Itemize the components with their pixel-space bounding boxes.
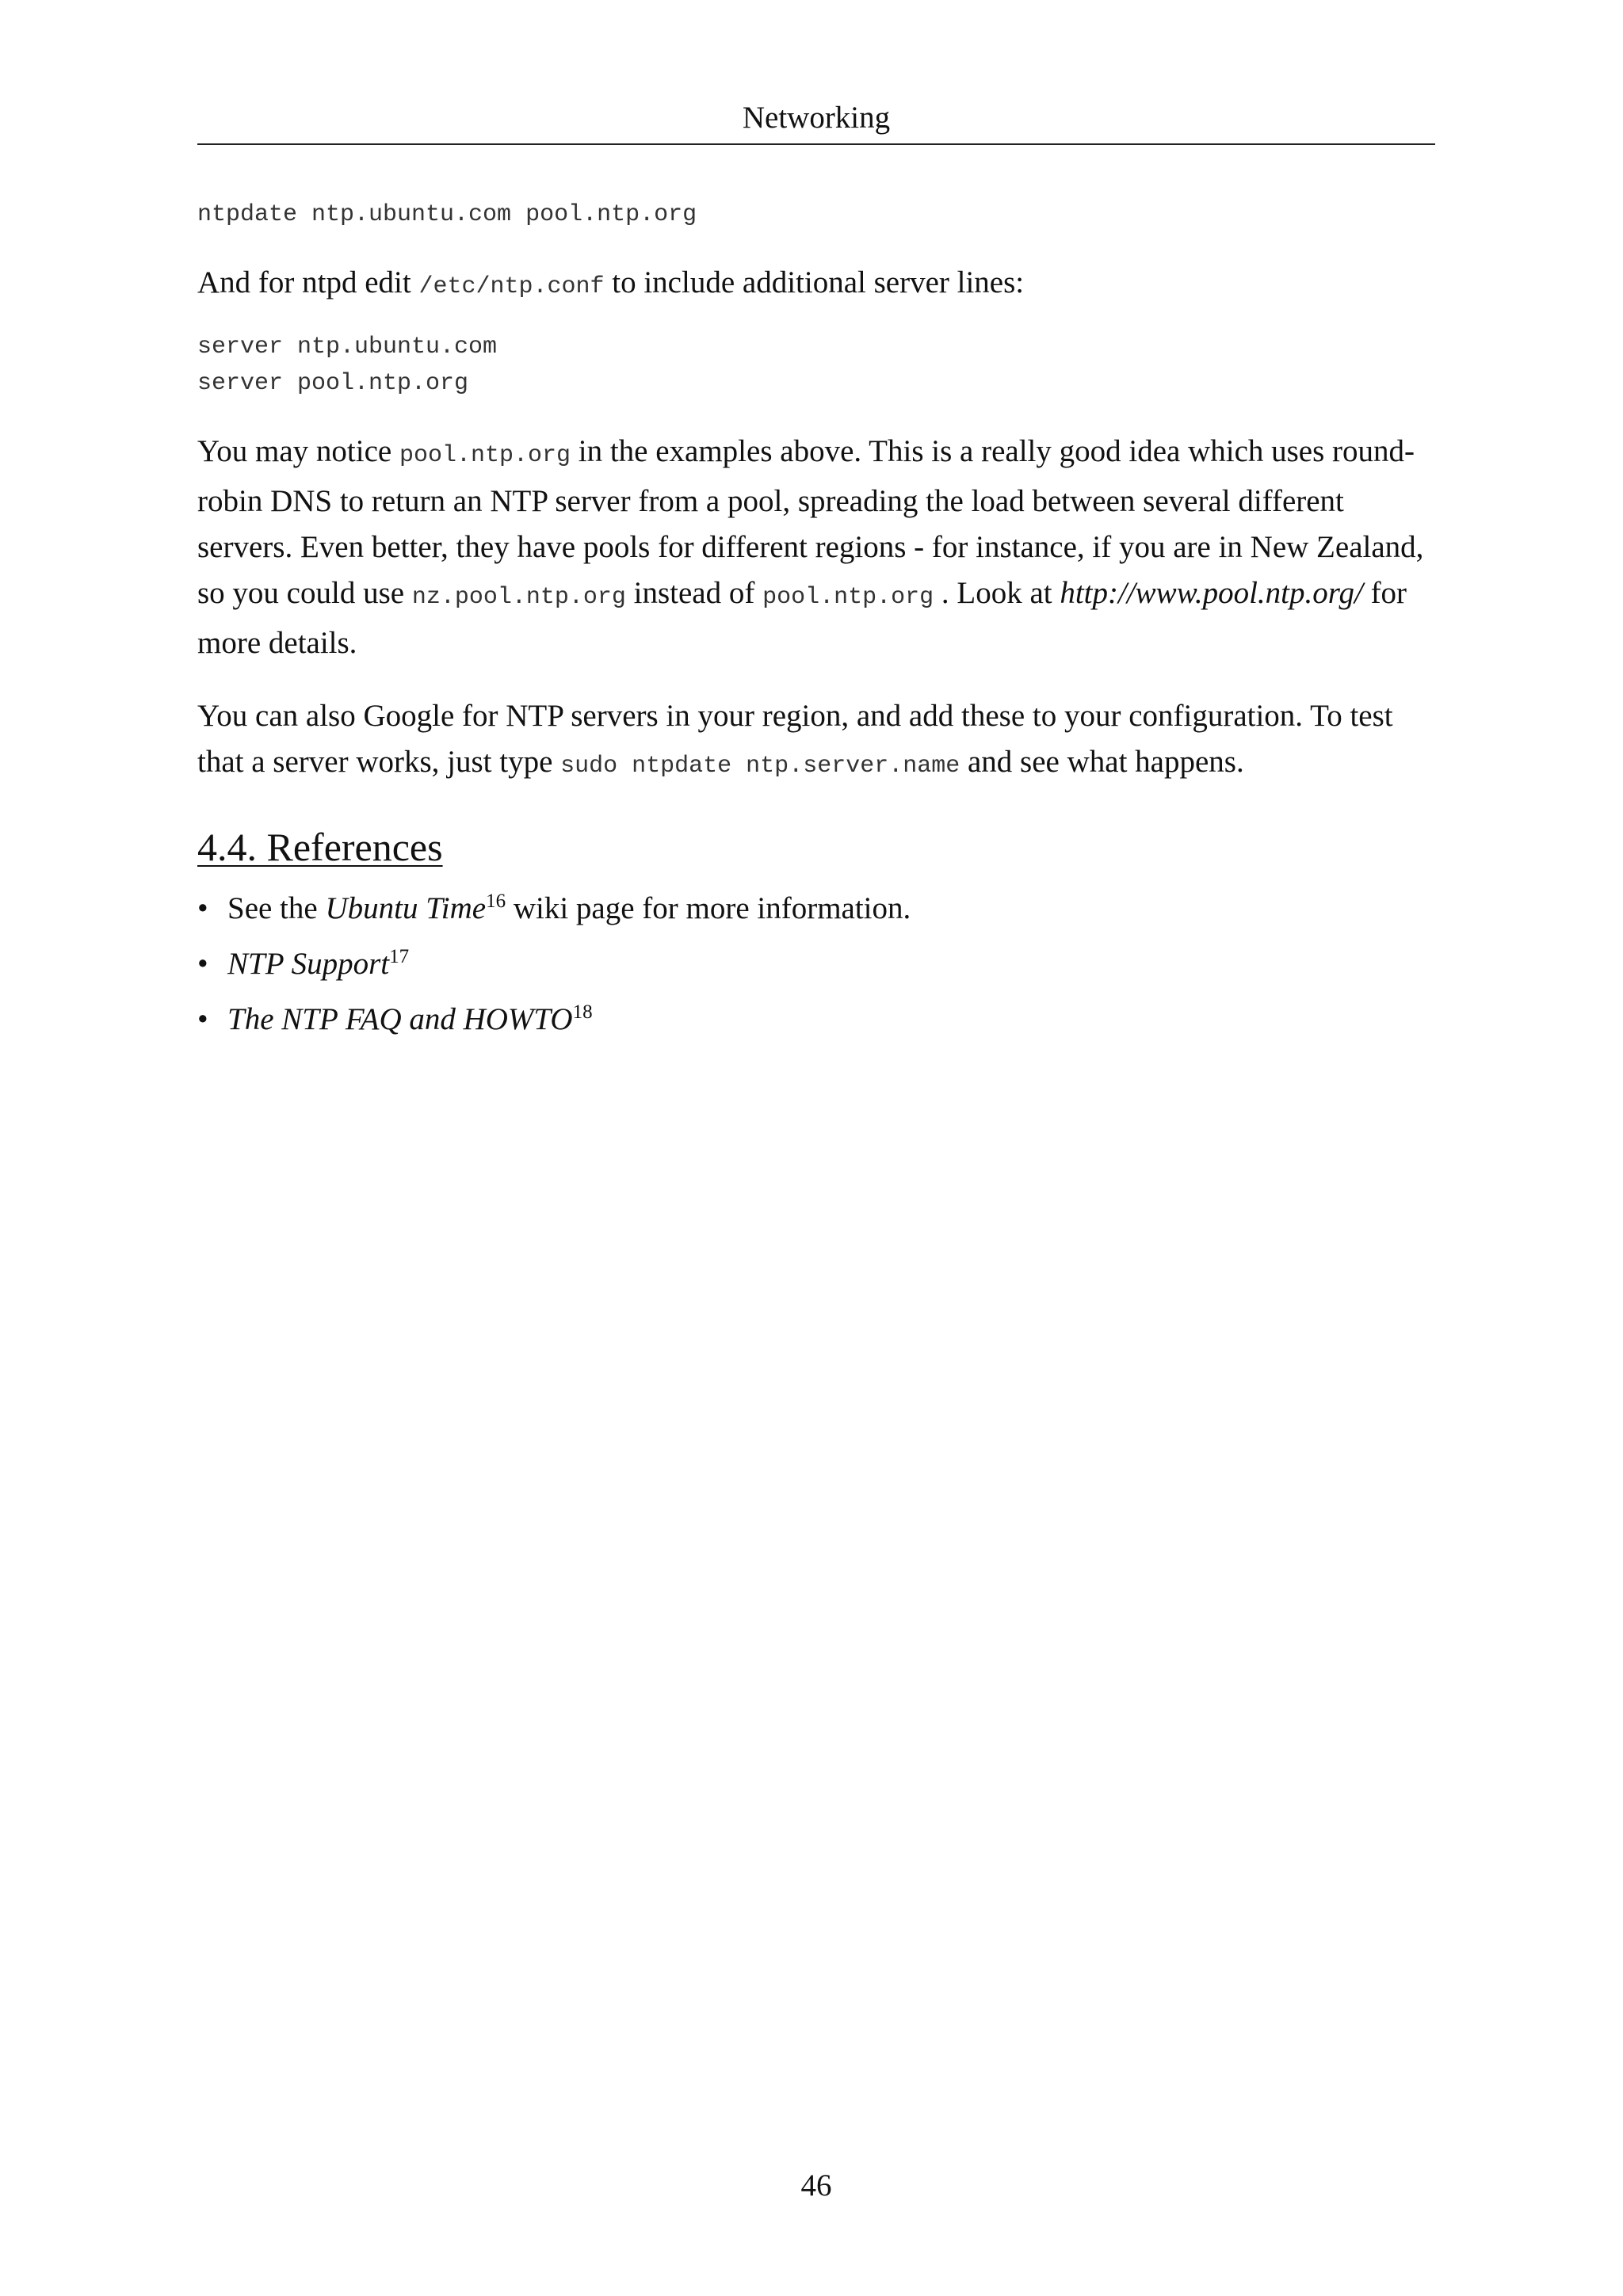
code-line-1: server ntp.ubuntu.com — [197, 334, 498, 360]
text-run: And for ntpd edit — [197, 265, 419, 299]
code-line: ntpdate ntp.ubuntu.com pool.ntp.org — [197, 201, 697, 228]
inline-code-pool-2: pool.ntp.org — [762, 584, 934, 611]
references-list — [197, 886, 1435, 1043]
text-run: wiki page for more information. — [506, 891, 911, 925]
bullet: • — [197, 1002, 208, 1036]
inline-code-nz-pool: nz.pool.ntp.org — [411, 584, 626, 611]
ntp-faq-link[interactable]: The NTP FAQ and HOWTO — [227, 1002, 573, 1036]
ubuntu-time-link[interactable]: Ubuntu Time — [325, 891, 487, 925]
text-run: You can also Google for NTP servers in your region, and add these to your configuration. To test that a server works, just type — [197, 699, 1393, 779]
list-item — [197, 997, 1435, 1043]
text-run: You may notice — [197, 434, 399, 468]
pool-ntp-link[interactable]: http://www.pool.ntp.org/ — [1060, 576, 1363, 610]
ntp-support-link[interactable]: NTP Support — [227, 947, 390, 981]
text-run: instead of — [625, 576, 763, 610]
inline-code-ntp-conf: /etc/ntp.conf — [418, 273, 605, 300]
text-run: to include additional server lines: — [604, 265, 1025, 299]
code-block-server-lines — [197, 329, 1435, 402]
paragraph-pool-ntp — [197, 429, 1435, 666]
bullet: • — [197, 947, 208, 981]
footnote-ref[interactable]: 18 — [572, 1001, 593, 1023]
text-run: in the examples above. This is a really good idea which uses round-robin DNS to return an NTP server from a pool, spreading the load between several different servers. Even better, they have pools for different regions - for instance, if you are in New Zealand, so you could use — [197, 434, 1424, 610]
inline-code-sudo-ntpdate: sudo ntpdate ntp.server.name — [560, 753, 960, 780]
code-block-ntpdate — [197, 196, 1435, 233]
paragraph-ntpd-edit — [197, 260, 1435, 310]
running-header: Networking — [742, 101, 891, 135]
inline-code-pool: pool.ntp.org — [399, 442, 571, 469]
text-run: See the — [227, 891, 326, 925]
text-run: for more details. — [197, 576, 1407, 660]
text-run: . Look at — [934, 576, 1060, 610]
text-run: and see what happens. — [960, 745, 1244, 779]
bullet: • — [197, 891, 208, 925]
list-item — [197, 886, 1435, 932]
footnote-ref[interactable]: 17 — [389, 946, 410, 967]
paragraph-google-ntp — [197, 693, 1435, 789]
page-content — [197, 196, 1435, 1052]
page-number: 46 — [800, 2168, 832, 2203]
code-line-2: server pool.ntp.org — [197, 370, 469, 397]
section-heading-references: 4.4. References — [197, 825, 443, 869]
list-item — [197, 941, 1435, 987]
footnote-ref[interactable]: 16 — [486, 891, 506, 912]
header-rule — [197, 143, 1435, 145]
